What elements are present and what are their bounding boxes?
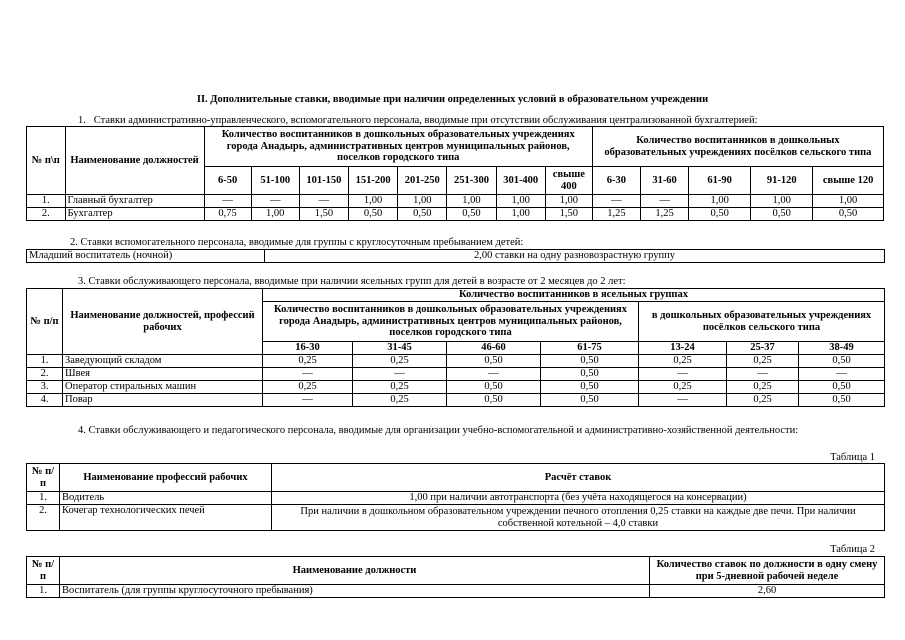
cell: 0,50	[799, 394, 885, 407]
row-name: Младший воспитатель (ночной)	[27, 250, 265, 263]
cell: —	[251, 195, 299, 208]
col-header-range: 201-250	[398, 167, 447, 195]
cell: —	[353, 368, 447, 381]
cell: 1,00	[751, 195, 813, 208]
col-header-range: 301-400	[496, 167, 545, 195]
cell: 2,00 ставки на одну разновозрастную группу	[265, 250, 885, 263]
row-no: 3.	[27, 381, 63, 394]
cell: 1,00	[348, 195, 397, 208]
col-header-range: 25-37	[727, 342, 799, 355]
row-name: Воспитатель (для группы круглосуточного пребывания)	[60, 585, 650, 598]
col-header-range: свыше 400	[545, 167, 592, 195]
cell: 0,50	[447, 355, 541, 368]
col-header-rural: Количество воспитанников в дошкольных образовательных учреждениях посёлков сельского типа	[592, 127, 883, 167]
col-header-no: № п\п	[27, 127, 66, 195]
row-name: Бухгалтер	[65, 208, 204, 221]
col-header-calc: Расчёт ставок	[272, 464, 885, 492]
cell: 0,75	[204, 208, 251, 221]
section-4-heading: 4. Ставки обслуживающего и педагогического персонала, вводимые для организации учебно-вспомогательной и административно-хозяйственной деятельности:	[78, 425, 799, 436]
cell: 0,25	[263, 355, 353, 368]
table-row	[27, 394, 885, 407]
row-name: Заведующий складом	[63, 355, 263, 368]
cell: 0,25	[727, 394, 799, 407]
cell: 0,25	[727, 355, 799, 368]
cell: 0,25	[727, 381, 799, 394]
col-header-range: 6-30	[592, 167, 640, 195]
col-header-range: 61-75	[541, 342, 639, 355]
cell: —	[639, 368, 727, 381]
col-header-no: № п/п	[27, 289, 63, 355]
row-no: 2.	[27, 208, 66, 221]
row-no: 2.	[27, 368, 63, 381]
table-2-educator-count	[26, 556, 885, 598]
col-header-no: № п/п	[27, 464, 60, 492]
cell: 0,25	[263, 381, 353, 394]
cell: 0,50	[447, 381, 541, 394]
col-header-range: 151-200	[348, 167, 397, 195]
row-no: 4.	[27, 394, 63, 407]
table-nursery-rates	[26, 288, 885, 407]
table-row	[27, 368, 885, 381]
cell: 1,00	[251, 208, 299, 221]
col-header-no: № п/п	[27, 557, 60, 585]
table-row	[27, 505, 885, 531]
row-no: 2.	[27, 505, 60, 531]
col-header-range: 101-150	[299, 167, 348, 195]
row-name: Оператор стиральных машин	[63, 381, 263, 394]
row-name: Кочегар технологических печей	[60, 505, 272, 531]
section-2-heading: 2. Ставки вспомогательного персонала, вводимые для группы с круглосуточным пребыванием детей:	[70, 237, 524, 248]
section-1-heading: 1. Ставки административно-управленческого, вспомогательного персонала, вводимые при отсутствии обслуживания централизованной бухгалтерией:	[78, 115, 758, 126]
row-no: 1.	[27, 492, 60, 505]
cell: 0,50	[348, 208, 397, 221]
cell: 0,50	[541, 355, 639, 368]
table-admin-rates	[26, 126, 884, 221]
col-header-range: 6-50	[204, 167, 251, 195]
cell: 0,50	[541, 381, 639, 394]
col-header-city: Количество воспитанников в дошкольных образовательных учреждениях города Анадырь, административных центров муниципальных районов, поселков городского типа	[263, 302, 639, 342]
cell: 1,00	[398, 195, 447, 208]
cell: 0,50	[799, 355, 885, 368]
cell: —	[592, 195, 640, 208]
cell: 1,00	[447, 195, 496, 208]
cell: —	[641, 195, 689, 208]
col-header-range: 46-60	[447, 342, 541, 355]
col-header-range: 38-49	[799, 342, 885, 355]
cell: 1,50	[299, 208, 348, 221]
cell: 1,25	[592, 208, 640, 221]
cell: —	[447, 368, 541, 381]
cell: 1,00	[496, 195, 545, 208]
row-no: 1.	[27, 195, 66, 208]
table-1-staff-calc	[26, 463, 885, 531]
table-row	[27, 585, 885, 598]
col-header-range: 91-120	[751, 167, 813, 195]
table-night-staff	[26, 249, 885, 263]
cell: —	[263, 368, 353, 381]
cell: 1,50	[545, 208, 592, 221]
col-header-range: 31-60	[641, 167, 689, 195]
cell: 0,25	[353, 394, 447, 407]
section-3-heading: 3. Ставки обслуживающего персонала, вводимые при наличии ясельных групп для детей в возрасте от 2 месяцев до 2 лет:	[78, 276, 626, 287]
cell: —	[727, 368, 799, 381]
cell: 0,25	[639, 381, 727, 394]
row-name: Водитель	[60, 492, 272, 505]
cell: 0,50	[447, 394, 541, 407]
table-row	[27, 195, 884, 208]
cell: 0,50	[541, 394, 639, 407]
table-row	[27, 381, 885, 394]
col-header-city: Количество воспитанников в дошкольных образовательных учреждениях города Анадырь, административных центров муниципальных районов, поселков городского типа	[204, 127, 592, 167]
col-header-rural: в дошкольных образовательных учреждениях посёлков сельского типа	[639, 302, 885, 342]
col-header-range: 61-90	[689, 167, 751, 195]
col-header-range: 251-300	[447, 167, 496, 195]
table-row	[27, 492, 885, 505]
cell: 2,60	[650, 585, 885, 598]
col-header-range: 13-24	[639, 342, 727, 355]
cell: 0,50	[813, 208, 884, 221]
cell: 0,50	[447, 208, 496, 221]
cell: 1,25	[641, 208, 689, 221]
cell: 1,00	[813, 195, 884, 208]
cell: 0,50	[541, 368, 639, 381]
row-name: Швея	[63, 368, 263, 381]
cell: 0,50	[689, 208, 751, 221]
cell: 0,25	[353, 355, 447, 368]
cell: —	[639, 394, 727, 407]
cell: 0,25	[353, 381, 447, 394]
page-title: II. Дополнительные ставки, вводимые при наличии определенных условий в образовательном учреждении	[196, 94, 709, 105]
cell: 0,25	[639, 355, 727, 368]
cell: 0,50	[398, 208, 447, 221]
col-header-range: свыше 120	[813, 167, 884, 195]
table-row	[27, 355, 885, 368]
table-row	[27, 208, 884, 221]
col-header-position: Наименование должностей	[65, 127, 204, 195]
col-header-nursery: Количество воспитанников в ясельных группах	[263, 289, 885, 302]
cell: —	[299, 195, 348, 208]
table-2-label: Таблица 2	[830, 544, 875, 555]
col-header-range: 31-45	[353, 342, 447, 355]
col-header-position: Наименование должности	[60, 557, 650, 585]
cell: 1,00 при наличии автотранспорта (без учёта находящегося на консервации)	[272, 492, 885, 505]
row-no: 1.	[27, 355, 63, 368]
col-header-profession: Наименование профессий рабочих	[60, 464, 272, 492]
col-header-range: 51-100	[251, 167, 299, 195]
row-no: 1.	[27, 585, 60, 598]
table-1-label: Таблица 1	[830, 452, 875, 463]
col-header-count: Количество ставок по должности в одну смену при 5-дневной рабочей неделе	[650, 557, 885, 585]
cell: —	[263, 394, 353, 407]
cell: 0,50	[799, 381, 885, 394]
cell: —	[204, 195, 251, 208]
cell: При наличии в дошкольном образовательном учреждении печного отопления 0,25 ставки на каждые две печи. При наличии собственной котельной – 4,0 ставки	[272, 505, 885, 531]
cell: 0,50	[751, 208, 813, 221]
cell: 1,00	[689, 195, 751, 208]
cell: 1,00	[545, 195, 592, 208]
cell: —	[799, 368, 885, 381]
cell: 1,00	[496, 208, 545, 221]
col-header-position: Наименование должностей, профессий рабочих	[63, 289, 263, 355]
row-name: Повар	[63, 394, 263, 407]
row-name: Главный бухгалтер	[65, 195, 204, 208]
col-header-range: 16-30	[263, 342, 353, 355]
